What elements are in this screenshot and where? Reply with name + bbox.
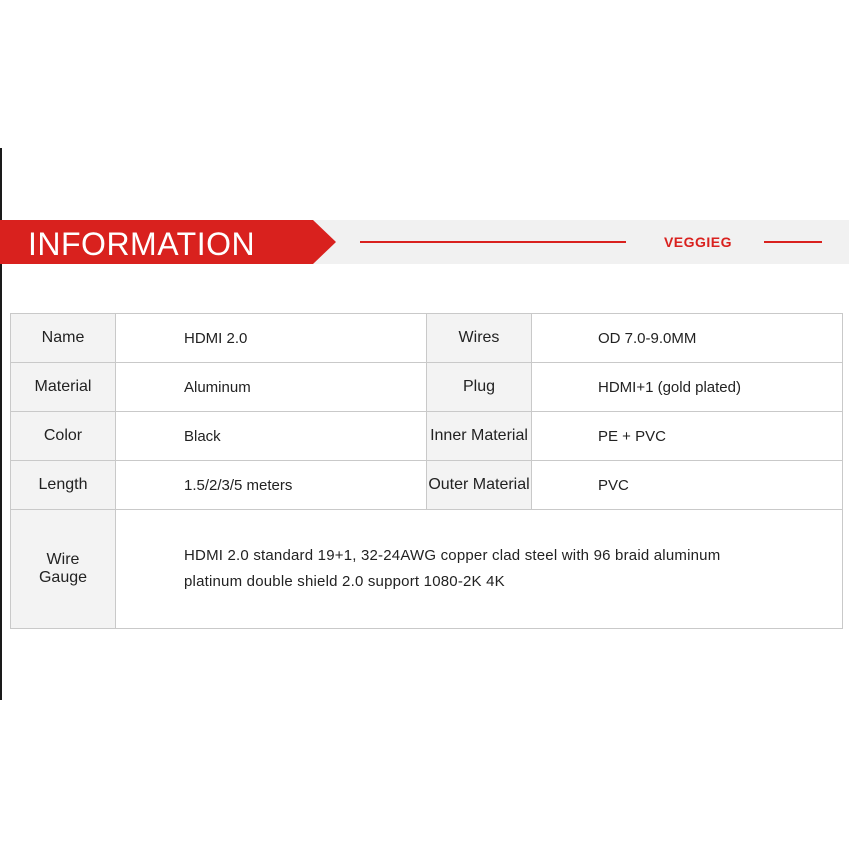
spec-label: Plug <box>427 363 532 412</box>
spec-table <box>10 313 843 629</box>
spec-value: OD 7.0-9.0MM <box>532 314 843 363</box>
wire-gauge-label: Wire Gauge <box>11 510 116 629</box>
spec-value: PE + PVC <box>532 412 843 461</box>
spec-label: Name <box>11 314 116 363</box>
banner-rule-left <box>360 241 626 243</box>
banner-title: INFORMATION <box>28 226 256 262</box>
spec-value: Aluminum <box>116 363 427 412</box>
spec-value: Black <box>116 412 427 461</box>
spec-label: Color <box>11 412 116 461</box>
table-row <box>11 412 843 461</box>
wire-gauge-description: HDMI 2.0 standard 19+1, 32-24AWG copper clad steel with 96 braid aluminum platinum double shield 2.0 support 1080-2K 4K <box>116 510 843 629</box>
spec-label: Wires <box>427 314 532 363</box>
table-row <box>11 363 843 412</box>
spec-label: Length <box>11 461 116 510</box>
spec-value: HDMI 2.0 <box>116 314 427 363</box>
spec-label: Outer Material <box>427 461 532 510</box>
brand-name: VEGGIEG <box>663 234 733 250</box>
table-row <box>11 314 843 363</box>
spec-value: PVC <box>532 461 843 510</box>
table-row <box>11 461 843 510</box>
table-row-wire-gauge <box>11 510 843 629</box>
spec-value: HDMI+1 (gold plated) <box>532 363 843 412</box>
spec-label: Inner Material <box>427 412 532 461</box>
spec-label: Material <box>11 363 116 412</box>
spec-value: 1.5/2/3/5 meters <box>116 461 427 510</box>
banner-rule-right <box>764 241 822 243</box>
